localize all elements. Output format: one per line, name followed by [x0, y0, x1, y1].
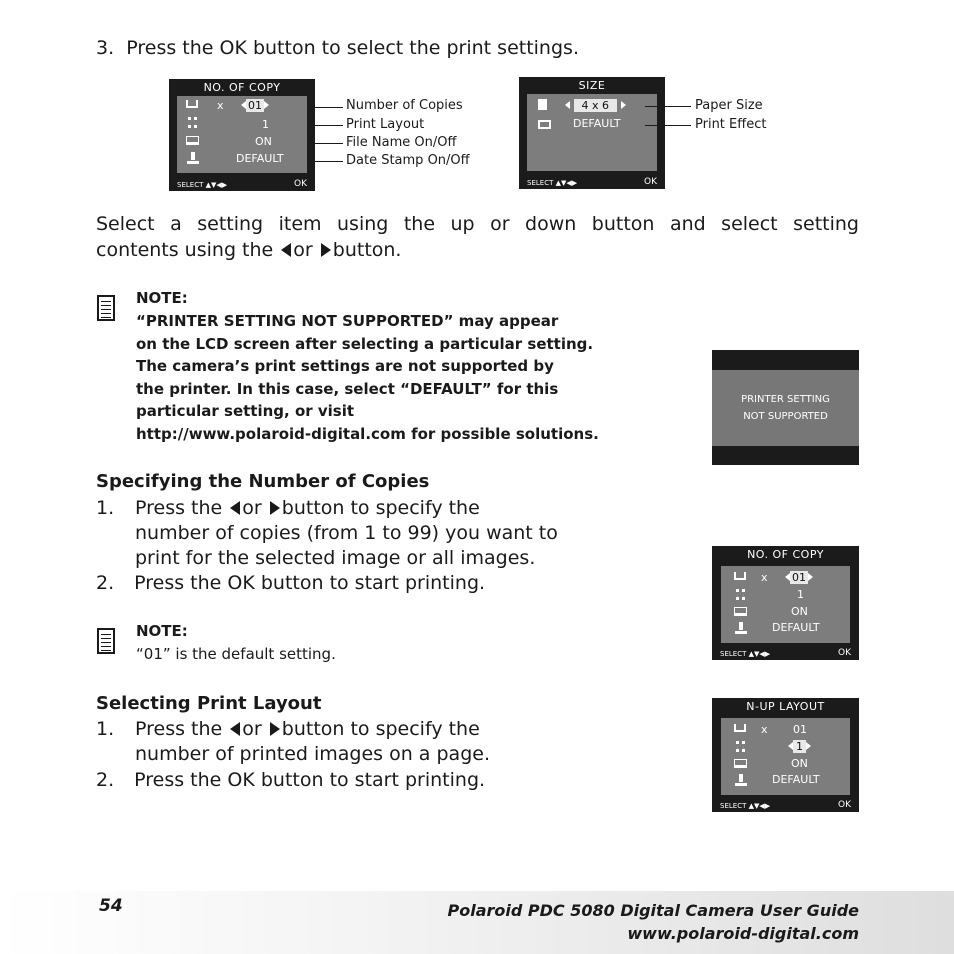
note-text: “PRINTER SETTING NOT SUPPORTED” may appear on the LCD screen after selecting a particular setting. The camera’s print settings are not supported by the printer. In this case, select “DEFAULT” for this particular setting, or visit http://www.polaroid-digital.com for possible solutions.: [136, 312, 599, 443]
copies-step-2: 2. Press the OK button to start printing.: [96, 572, 486, 594]
left-arrow-icon: [230, 722, 240, 736]
callout-paper-size: Paper Size: [695, 98, 763, 113]
footer-text: [448, 899, 859, 945]
paper-size-icon: [538, 99, 547, 110]
layout-icon: [188, 117, 197, 128]
lcd-row-datestamp: DEFAULT: [236, 152, 284, 165]
lcd-no-of-copy: NO. OF COPY x 01 1 ON DEFAULT SELECT ▲▼◀▶ OK: [169, 79, 315, 191]
left-arrow-icon: [230, 501, 240, 515]
lcd-panel: [177, 96, 307, 173]
copies-step-1-text: Press the or button to specify the number of copies (from 1 to 99) you want to print for the selected image or all images.: [135, 497, 558, 569]
layout-icon: [736, 741, 745, 752]
layout-step-1: 1.: [96, 718, 115, 740]
right-arrow-icon: [270, 501, 280, 515]
footer-url: www.polaroid-digital.com: [627, 924, 859, 943]
step-text: Press the OK button to select the print settings.: [126, 37, 579, 59]
lcd-title: NO. OF COPY: [203, 81, 281, 94]
callout-print-effect: Print Effect: [695, 117, 767, 132]
callout-date-stamp: Date Stamp On/Off: [346, 153, 470, 168]
layout-value: 1: [793, 740, 806, 753]
lcd-footer-select: SELECT: [527, 179, 554, 187]
note-label: NOTE:: [136, 289, 188, 307]
section-heading-layout: Selecting Print Layout: [96, 693, 322, 714]
note-icon: [97, 628, 115, 654]
lcd-size: SIZE 4 x 6 DEFAULT SELECT ▲▼◀▶ OK: [519, 77, 665, 189]
lcd-title: N-UP LAYOUT: [746, 700, 825, 713]
right-arrow-icon: [321, 243, 331, 257]
lcd-panel: [527, 94, 657, 171]
copies-value: 01: [793, 723, 807, 736]
select-paragraph-line1: Select a setting item using the up or down button and select setting: [96, 213, 859, 235]
lcd-title: NO. OF COPY: [747, 548, 824, 561]
print-effect-icon: [538, 120, 551, 129]
printer-icon: [734, 724, 746, 732]
note-text-2: “01” is the default setting.: [136, 645, 336, 663]
select-paragraph-line2: contents using the or button.: [96, 239, 402, 261]
copies-step-1: 1.: [96, 497, 115, 519]
callout-number-of-copies: Number of Copies: [346, 98, 463, 113]
layout-step-1-text: Press the or button to specify the number of printed images on a page.: [135, 718, 490, 765]
layout-step-2: 2. Press the OK button to start printing.: [96, 769, 486, 791]
lcd-no-of-copy-2: NO. OF COPY x 01 1 ON DEFAULT SELECT ▲▼◀▶ OK: [712, 546, 859, 660]
page-number: 54: [99, 896, 123, 916]
date-stamp-icon: [735, 774, 747, 786]
step-number: 3.: [96, 37, 115, 59]
lcd-footer-ok: OK: [644, 177, 657, 187]
lcd-row-filename: ON: [255, 135, 272, 148]
lcd-row-layout: 1: [262, 118, 269, 131]
callout-file-name: File Name On/Off: [346, 135, 457, 150]
file-name-icon: [186, 136, 199, 145]
footer-title: Polaroid PDC 5080 Digital Camera User Guide: [447, 901, 859, 920]
copies-value: 01: [792, 571, 806, 584]
left-arrow-icon: [281, 243, 291, 257]
paper-size-value: 4 x 6: [574, 99, 618, 112]
print-effect-value: DEFAULT: [573, 117, 621, 130]
printer-icon: [186, 100, 198, 108]
lcd-message-line2: NOT SUPPORTED: [743, 411, 828, 422]
file-name-icon: [734, 607, 747, 616]
lcd-row-copies: x: [217, 99, 224, 112]
lcd-n-up-layout: N-UP LAYOUT x 01 1 ON DEFAULT SELECT ▲▼◀▶ OK: [712, 698, 859, 812]
date-stamp-icon: [187, 152, 199, 164]
lcd-footer-ok: OK: [294, 179, 307, 189]
note-icon: [97, 295, 115, 321]
right-arrow-icon: [270, 722, 280, 736]
layout-icon: [736, 589, 745, 600]
lcd-title: SIZE: [578, 79, 606, 92]
section-heading-copies: Specifying the Number of Copies: [96, 471, 430, 492]
file-name-icon: [734, 759, 747, 768]
callout-print-layout: Print Layout: [346, 117, 425, 132]
printer-icon: [734, 572, 746, 580]
lcd-not-supported: [712, 350, 859, 465]
lcd-footer-select: SELECT: [177, 181, 204, 189]
date-stamp-icon: [735, 622, 747, 634]
note-label-2: NOTE:: [136, 622, 188, 640]
lcd-message-line1: PRINTER SETTING: [741, 394, 830, 405]
copies-value: 01: [248, 99, 262, 112]
step-3: [96, 36, 579, 61]
